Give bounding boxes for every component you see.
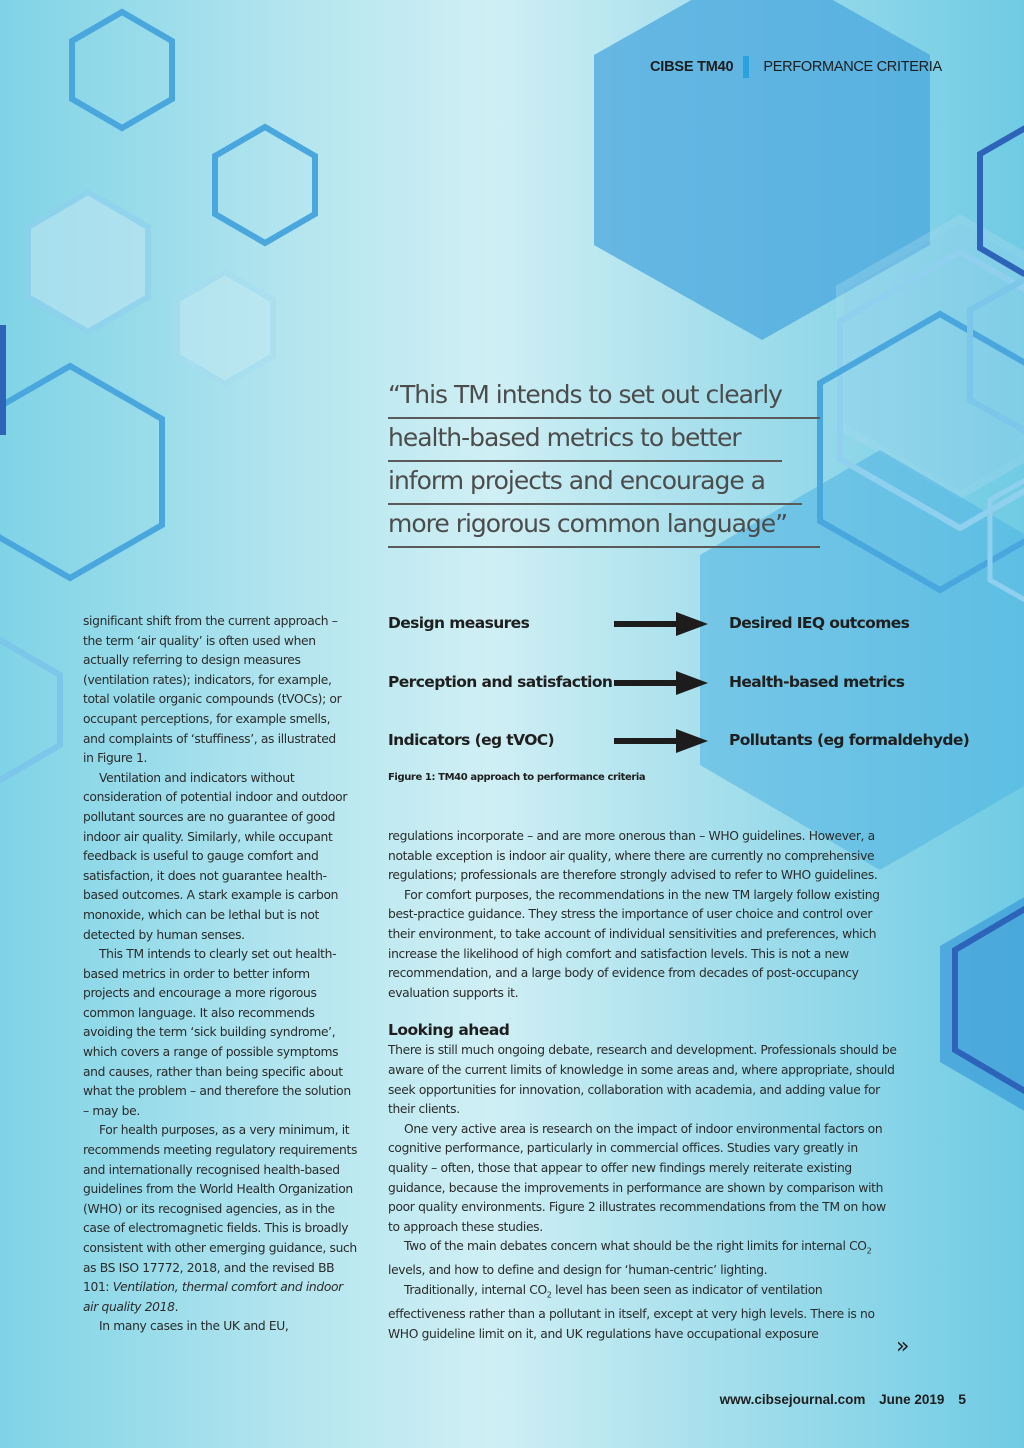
left-column xyxy=(83,612,359,1337)
pull-quote-line: more rigorous common language” xyxy=(388,505,820,548)
pull-quote-line: “This TM intends to set out clearly xyxy=(388,376,820,419)
hexagon-shape xyxy=(0,640,60,780)
pull-quote-line: inform projects and encourage a xyxy=(388,462,802,505)
body-paragraph: There is still much ongoing debate, research and development. Professionals should be aware of the current limits of knowledge in some areas and, where appropriate, should seek opportunities for innovation, collaboration with academia, and adding value for their clients. xyxy=(388,1043,897,1117)
figure-row xyxy=(388,727,988,755)
subscript: 2 xyxy=(546,1290,552,1300)
body-paragraph xyxy=(388,1281,900,1344)
publication-title: Ventilation, thermal comfort and indoor air quality 2018 xyxy=(83,1280,343,1314)
hexagon-shape xyxy=(72,12,172,128)
hexagon-shape xyxy=(0,366,162,578)
body-text-run: . xyxy=(174,1299,179,1314)
publication-brand: CIBSE TM40 xyxy=(650,59,734,75)
header-divider xyxy=(743,56,749,78)
body-paragraph: regulations incorporate – and are more onerous than – WHO guidelines. However, a notable exception is indoor air quality, where there are currently no comprehensive regulations; professionals are therefore strongly advised to refer to WHO guidelines. xyxy=(388,829,878,883)
body-text-run: levels, and how to define and design for ‘human-centric’ lighting. xyxy=(388,1263,768,1278)
pull-quote-line: health-based metrics to better xyxy=(388,419,782,462)
body-paragraph: In many cases in the UK and EU, xyxy=(99,1319,289,1334)
body-paragraph: Ventilation and indicators without consideration of potential indoor and outdoor pollutant sources are no guarantee of good indoor air quality. Similarly, while occupant feedback is useful to gauge comfort and satisfaction, it does not guarantee health-based outcomes. A stark example is carbon monoxide, which can be lethal but is not detected by human senses. xyxy=(83,770,348,942)
hexagon-shape xyxy=(177,272,273,384)
right-arrow-icon xyxy=(614,671,708,695)
body-paragraph: One very active area is research on the impact of indoor environmental factors on cognitive performance, particularly in commercial offices. Studies vary greatly in quality – often, those that appear to offer new findings merely reiterate existing guidance, because the improvements in performance are shown by comparison with poor quality environments. Figure 2 illustrates recommendations from the TM on how to approach these studies. xyxy=(388,1121,886,1234)
section-title: PERFORMANCE CRITERIA xyxy=(763,59,942,75)
figure-1 xyxy=(388,610,988,790)
right-arrow-icon xyxy=(614,612,708,636)
footer-date: June 2019 xyxy=(879,1392,945,1407)
body-paragraph: This TM intends to clearly set out health-based metrics in order to better inform projects and encourage a more rigorous common language. It also recommends avoiding the term ‘sick building syndrome’, which covers a range of possible symptoms and causes, rather than being specific about what the problem – and therefore the solution – may be. xyxy=(83,947,351,1118)
footer-url: www.cibsejournal.com xyxy=(719,1392,866,1407)
continue-arrow-icon: » xyxy=(896,1334,910,1359)
body-text-run: Two of the main debates concern what should be the right limits for internal CO xyxy=(404,1239,867,1254)
pull-quote xyxy=(388,376,820,548)
right-column xyxy=(388,827,900,1344)
body-text-run: level has been seen as indicator of ventilation effectiveness rather than a pollutant in itself, except at very high levels. There is no WHO guideline limit on it, and UK regulations have occupational exposure xyxy=(388,1282,875,1341)
figure-caption: Figure 1: TM40 approach to performance criteria xyxy=(388,772,646,783)
section-heading: Looking ahead xyxy=(388,1021,510,1040)
body-paragraph: For comfort purposes, the recommendations in the new TM largely follow existing best-practice guidance. They stress the importance of user choice and control over their environment, to take account of individual sensitivities and preferences, which increase the likelihood of high comfort and satisfaction levels. This is not a new recommendation, and a large body of evidence from decades of post-occupancy evaluation supports it. xyxy=(388,887,880,1000)
figure-left-label: Perception and satisfaction xyxy=(388,673,613,691)
body-paragraph: significant shift from the current approach – the term ‘air quality’ is often used when actually referring to design measures (ventilation rates); indicators, for example, total volatile organic compounds (tVOCs); or occupant perceptions, for example smells, and complaints of ‘stuffiness’, as illustrated in Figure 1. xyxy=(83,614,342,766)
right-arrow-icon xyxy=(614,729,708,753)
figure-left-label: Design measures xyxy=(388,614,530,632)
body-text-run: Traditionally, internal CO xyxy=(404,1282,547,1297)
body-paragraph xyxy=(83,1121,359,1317)
figure-left-label: Indicators (eg tVOC) xyxy=(388,731,555,749)
figure-right-label: Health-based metrics xyxy=(729,673,905,691)
figure-right-label: Pollutants (eg formaldehyde) xyxy=(729,731,970,749)
figure-row xyxy=(388,610,988,638)
running-header xyxy=(650,56,942,78)
edge-bar xyxy=(0,325,6,435)
hexagon-shape xyxy=(215,127,315,243)
body-text-run: For health purposes, as a very minimum, it recommends meeting regulatory requirements and internationally recognised health-based guidelines from the World Health Organization (WHO) or its recognised agencies, as in the case of electromagnetic fields. This is broadly consistent with other emerging guidance, such as BS ISO 17772, 2018, and the revised BB 101: xyxy=(83,1123,358,1295)
page-number: 5 xyxy=(958,1391,966,1407)
page-footer xyxy=(720,1391,966,1407)
subscript: 2 xyxy=(866,1246,872,1256)
body-paragraph xyxy=(388,1237,900,1281)
figure-right-label: Desired IEQ outcomes xyxy=(729,614,910,632)
figure-row xyxy=(388,669,988,697)
hexagon-shape xyxy=(28,192,148,332)
